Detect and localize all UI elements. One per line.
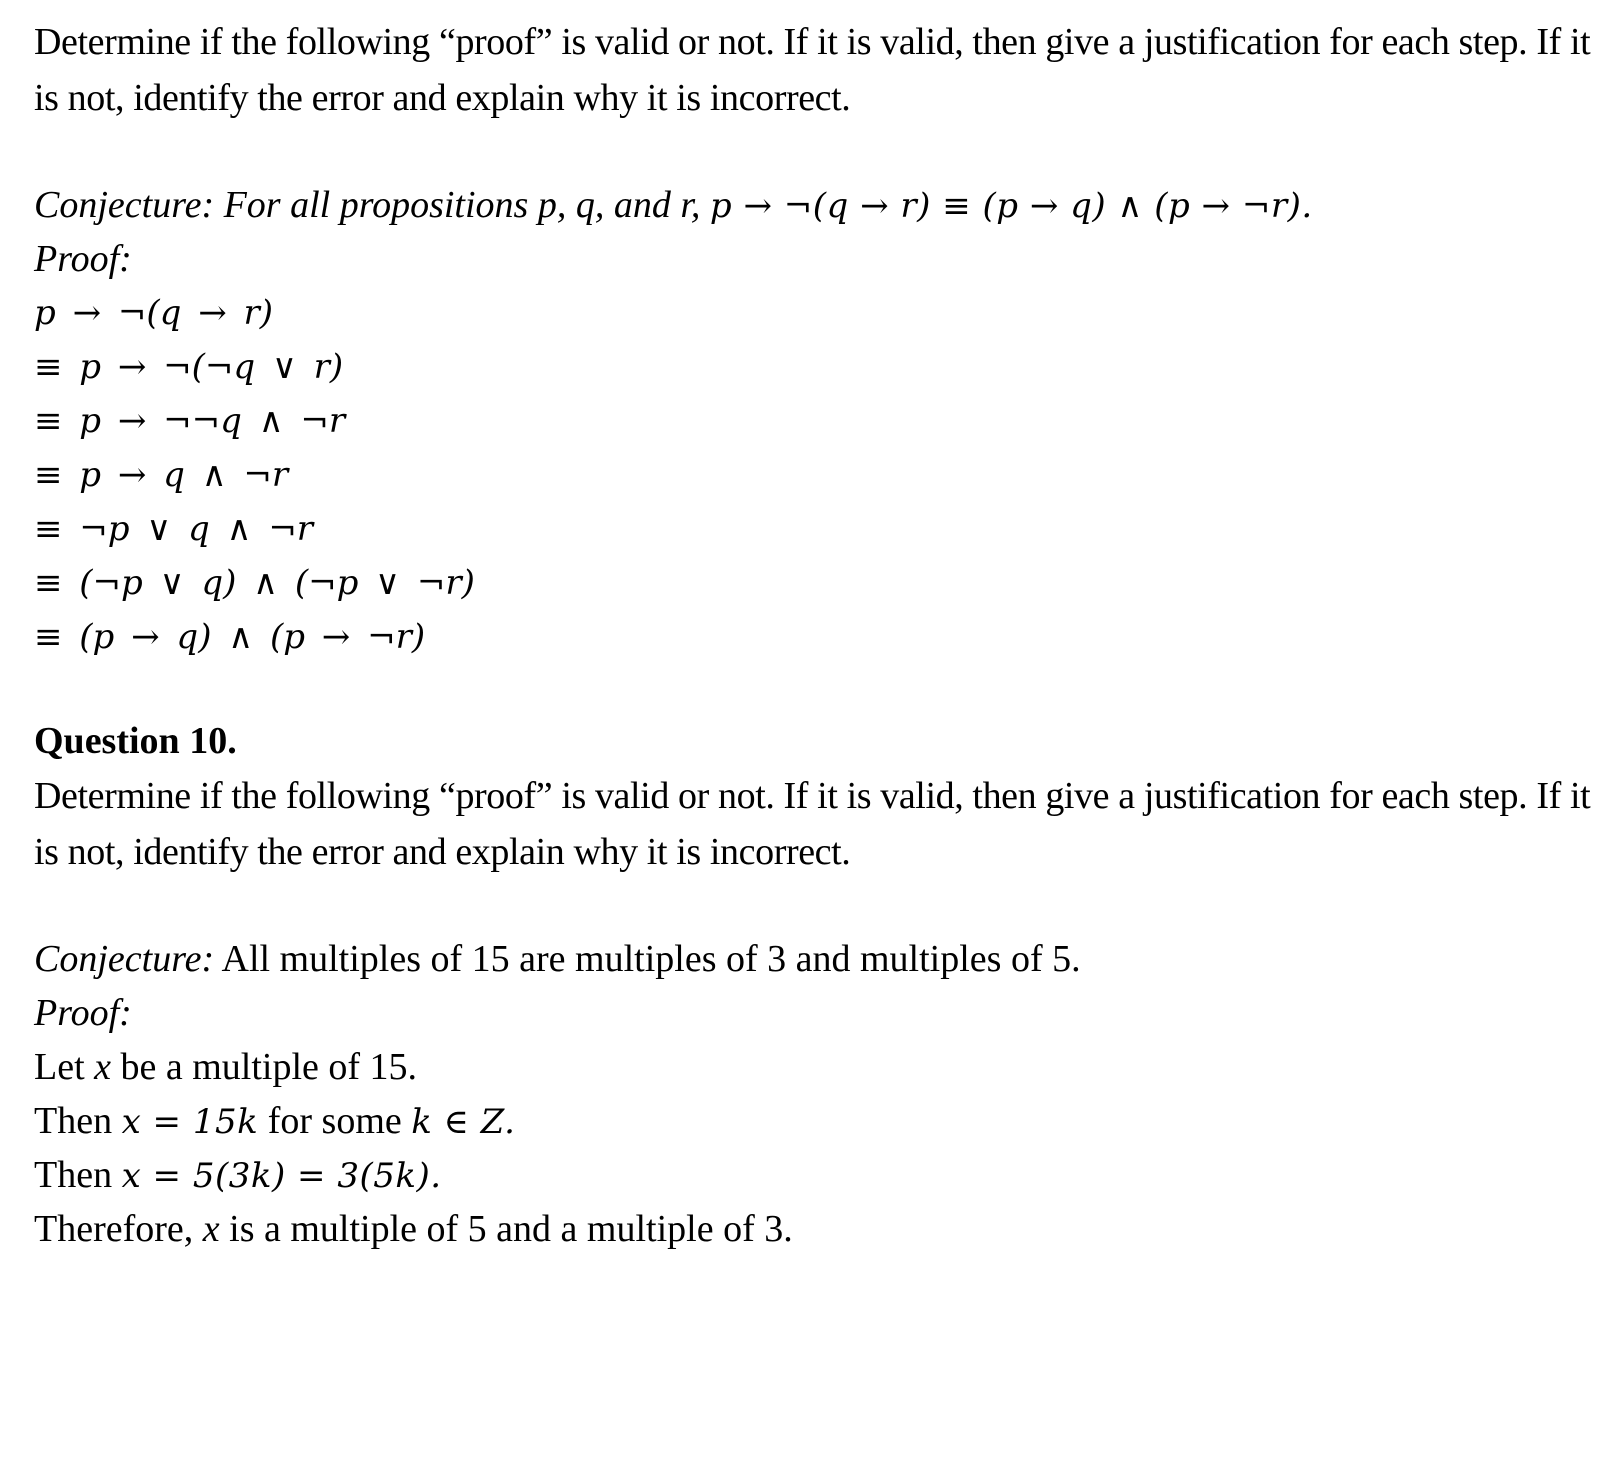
question-heading: Question 10. — [34, 720, 237, 762]
proof-2-line-3 — [34, 1148, 1594, 1202]
conjecture-2 — [34, 932, 1594, 986]
proof-step: ≡ p → ¬(¬q ∨ r) — [34, 347, 344, 387]
conjecture-1-label: Conjecture: For all propositions p, q, and r, — [34, 184, 710, 226]
document-page — [34, 14, 1594, 1256]
text: for some — [258, 1100, 412, 1142]
spacer — [34, 126, 1594, 178]
text: Let — [34, 1046, 95, 1088]
math-expression: x = 15k — [121, 1102, 259, 1142]
text: is a multiple of 5 and a multiple of 3. — [219, 1208, 793, 1250]
text: Then — [34, 1154, 122, 1196]
instructions-2: Determine if the following “proof” is valid or not. If it is valid, then give a justification for each step. If it is not, identify the error and explain why it is incorrect. — [34, 775, 1591, 873]
proof-1-label: Proof: — [34, 238, 132, 280]
text: Then — [34, 1100, 122, 1142]
conjecture-2-label: Conjecture: — [34, 938, 215, 980]
text: be a multiple of 15. — [111, 1046, 418, 1088]
proof-step: ≡ p → ¬¬q ∧ ¬r — [34, 401, 346, 441]
proof-step: ≡ (¬p ∨ q) ∧ (¬p ∨ ¬r) — [34, 563, 475, 603]
instructions-1: Determine if the following “proof” is valid or not. If it is valid, then give a justification for each step. If it is not, identify the error and explain why it is incorrect. — [34, 21, 1591, 119]
math-expression: k ∈ Z. — [411, 1102, 516, 1142]
proof-step: ≡ p → q ∧ ¬r — [34, 455, 289, 495]
proof-step: p → ¬(q → r) — [34, 293, 274, 333]
math-expression: x = 5(3k) = 3(5k). — [121, 1156, 442, 1196]
conjecture-1-math: p → ¬(q → r) ≡ (p → q) ∧ (p → ¬r). — [709, 186, 1313, 226]
proof-2-line-4 — [34, 1202, 1594, 1256]
conjecture-2-text: All multiples of 15 are multiples of 3 and multiples of 5. — [214, 938, 1081, 980]
spacer — [34, 880, 1594, 932]
proof-2-line-1 — [34, 1040, 1594, 1094]
variable: x — [94, 1046, 112, 1088]
conjecture-1 — [34, 178, 1594, 232]
spacer — [34, 664, 1594, 714]
variable: x — [202, 1208, 220, 1250]
proof-2-line-2 — [34, 1094, 1594, 1148]
text: Therefore, — [34, 1208, 203, 1250]
proof-step: ≡ ¬p ∨ q ∧ ¬r — [34, 509, 314, 549]
proof-step: ≡ (p → q) ∧ (p → ¬r) — [34, 617, 426, 657]
proof-1-steps — [34, 286, 1594, 664]
proof-2-label: Proof: — [34, 992, 132, 1034]
